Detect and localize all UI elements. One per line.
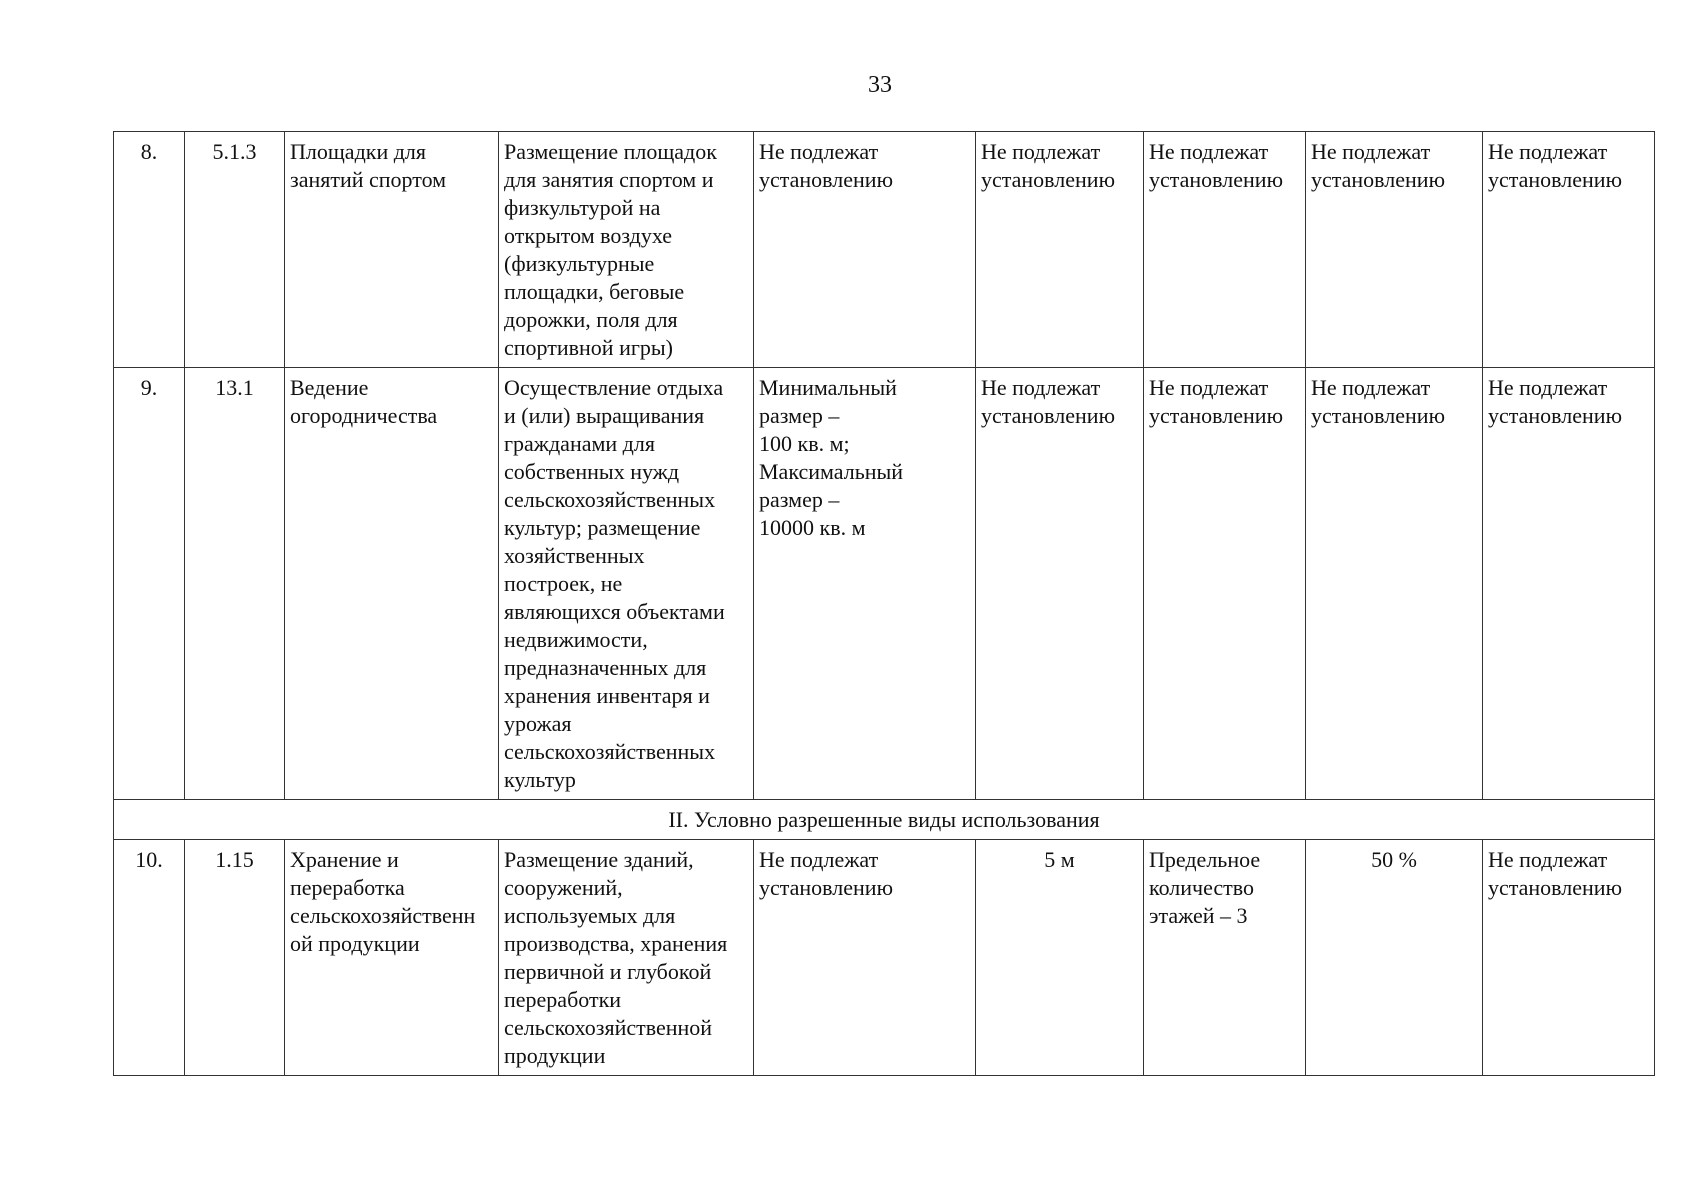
use-name: Хранение и переработка сельскохозяйственн ой продукции xyxy=(285,840,499,1076)
coverage-limits: Не подлежат установлению xyxy=(1306,132,1483,368)
floors-limits: Не подлежат установлению xyxy=(1144,132,1306,368)
table-row xyxy=(114,840,1655,1076)
use-description: Осуществление отдыха и (или) выращивания гражданами для собственных нужд сельскохозяйственных культур; размещение хозяйственных построек, не являющихся объектами недвижимости, предназначенных для хранения инвентаря и урожая сельскохозяйственных культур xyxy=(499,368,754,800)
row-number: 8. xyxy=(114,132,185,368)
plot-size-limits: Не подлежат установлению xyxy=(754,132,976,368)
use-code: 1.15 xyxy=(185,840,285,1076)
coverage-limits: 50 % xyxy=(1306,840,1483,1076)
row-number: 10. xyxy=(114,840,185,1076)
floors-limits: Предельное количество этажей – 3 xyxy=(1144,840,1306,1076)
setback-limits: 5 м xyxy=(976,840,1144,1076)
use-code: 5.1.3 xyxy=(185,132,285,368)
table-row xyxy=(114,132,1655,368)
plot-size-limits: Минимальный размер – 100 кв. м; Максимальный размер – 10000 кв. м xyxy=(754,368,976,800)
other-limits: Не подлежат установлению xyxy=(1483,368,1655,800)
use-description: Размещение площадок для занятия спортом и физкультурой на открытом воздухе (физкультурные площадки, беговые дорожки, поля для спортивной игры) xyxy=(499,132,754,368)
section-heading: II. Условно разрешенные виды использования xyxy=(114,800,1655,840)
setback-limits: Не подлежат установлению xyxy=(976,368,1144,800)
floors-limits: Не подлежат установлению xyxy=(1144,368,1306,800)
setback-limits: Не подлежат установлению xyxy=(976,132,1144,368)
use-name: Ведение огородничества xyxy=(285,368,499,800)
land-use-table xyxy=(113,131,1655,1076)
plot-size-limits: Не подлежат установлению xyxy=(754,840,976,1076)
page-number: 33 xyxy=(868,72,892,98)
coverage-limits: Не подлежат установлению xyxy=(1306,368,1483,800)
use-code: 13.1 xyxy=(185,368,285,800)
row-number: 9. xyxy=(114,368,185,800)
use-description: Размещение зданий, сооружений, используемых для производства, хранения первичной и глубокой переработки сельскохозяйственной продукции xyxy=(499,840,754,1076)
section-heading-row xyxy=(114,800,1655,840)
other-limits: Не подлежат установлению xyxy=(1483,132,1655,368)
use-name: Площадки для занятий спортом xyxy=(285,132,499,368)
other-limits: Не подлежат установлению xyxy=(1483,840,1655,1076)
table-row xyxy=(114,368,1655,800)
